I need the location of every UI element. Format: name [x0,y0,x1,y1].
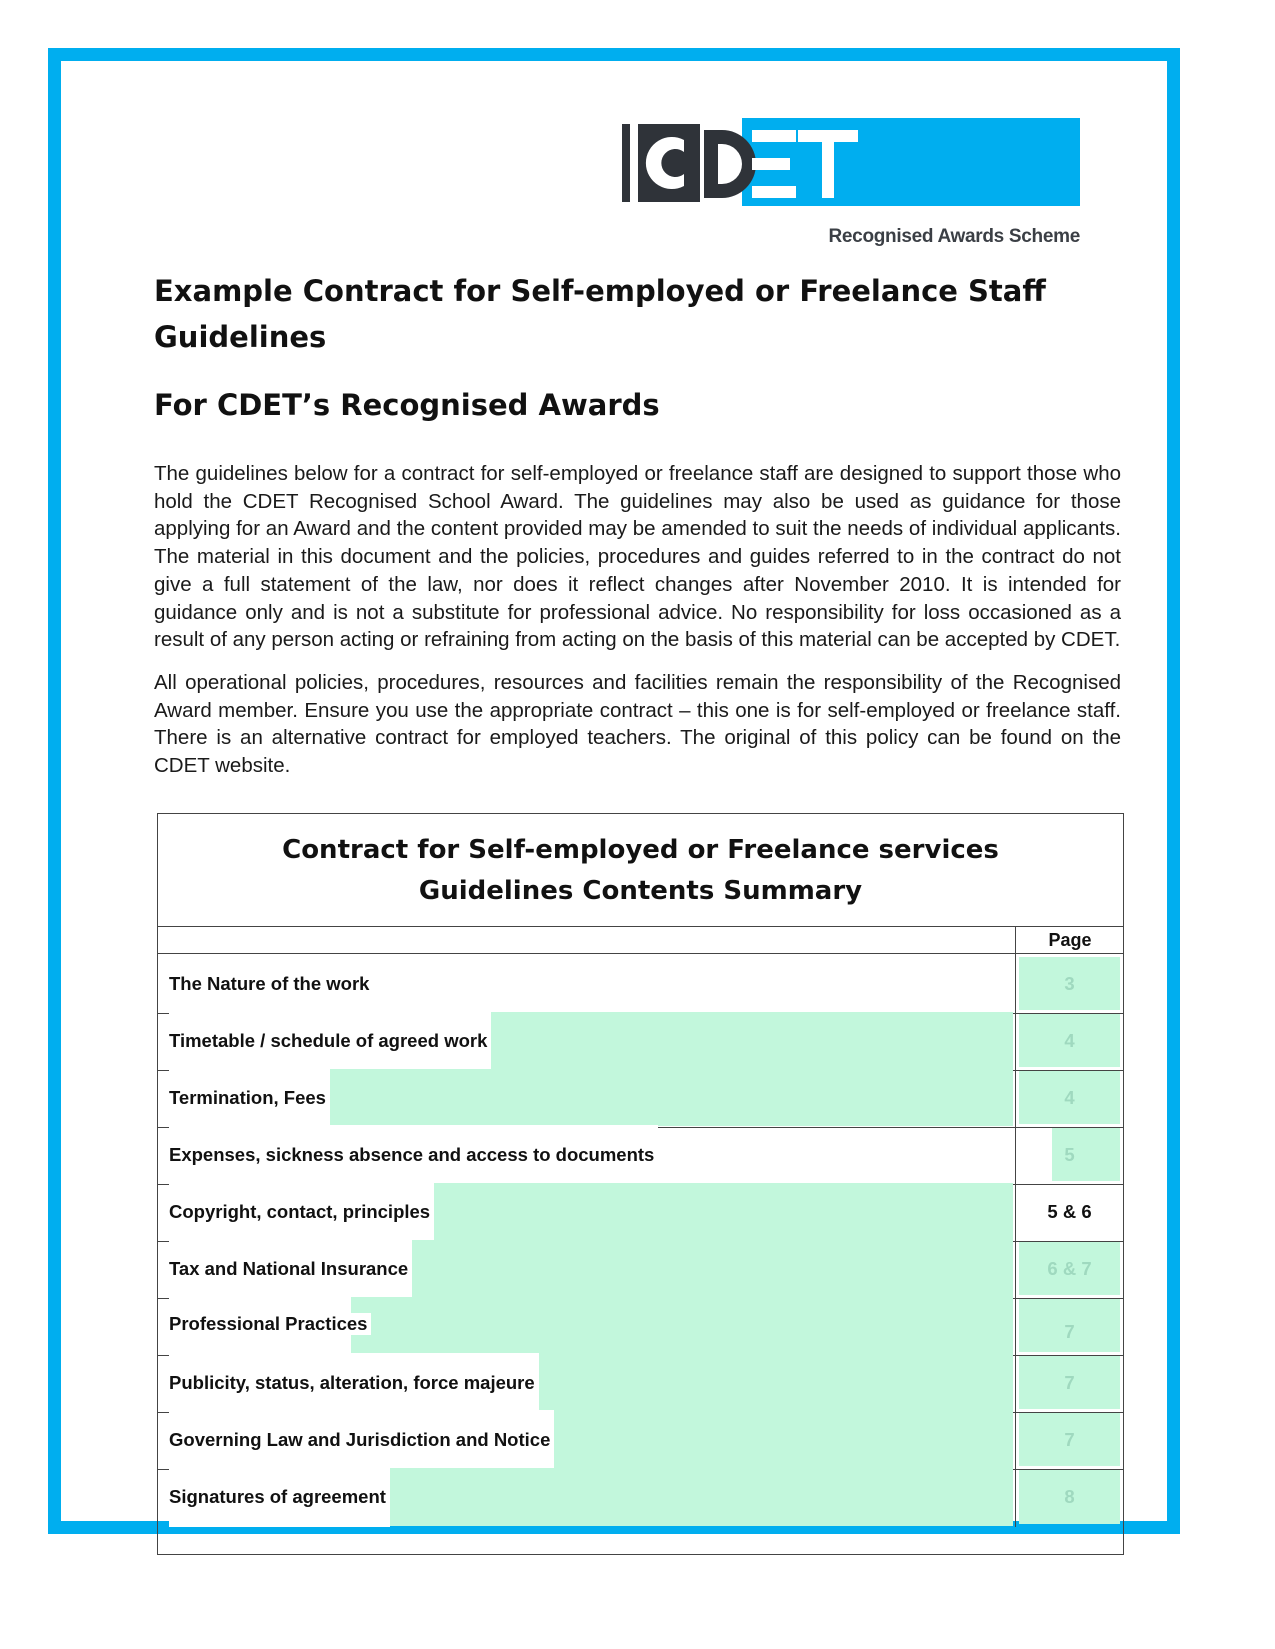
page-cell [1015,1410,1123,1469]
page-number: 5 & 6 [1047,1201,1092,1222]
contents-item: Signatures of agreement [169,1467,390,1527]
page-cell [1015,1296,1123,1355]
page-number: 7 [1064,1321,1075,1342]
contents-heading-line1: Contract for Self-employed or Freelance services [282,835,999,865]
table-row [158,1182,1123,1242]
page-cell [1015,954,1123,1013]
page-number: 4 [1064,1030,1075,1051]
page-number: 8 [1064,1486,1075,1507]
contents-item: Timetable / schedule of agreed work [169,1011,491,1071]
table-row [158,1125,1123,1185]
contents-table [157,813,1124,1555]
page-column-label: Page [1015,927,1124,953]
page-cell [1015,1011,1123,1070]
responsibility-paragraph: All operational policies, procedures, resources and facilities remain the responsibility of the Recognised Award member. Ensure you use the appropriate contract – this one is for self-employed or freelance staff. There is an alternative contract for employed teachers. The original of this policy can be found on the CDET website. [154,671,1121,778]
contents-item: Termination, Fees [169,1068,330,1128]
contents-item: Expenses, sickness absence and access to documents [169,1125,658,1185]
contents-item: Governing Law and Jurisdiction and Notice [169,1410,554,1470]
page-cell [1015,1182,1123,1241]
contents-item: The Nature of the work [169,954,373,1014]
cdet-logo-mark [622,118,1080,218]
table-row [158,954,1123,1014]
logo-caption: Recognised Awards Scheme [828,226,1080,247]
cdet-logo [622,118,1080,250]
page-cell [1015,1125,1123,1184]
page-cell [1015,1239,1123,1298]
table-row [158,1410,1123,1470]
page-cell [1015,1353,1123,1412]
page-cell [1015,1467,1123,1527]
page-cell [1015,1068,1123,1127]
table-row [158,1467,1123,1527]
page-number: 7 [1064,1429,1075,1450]
contents-item: Publicity, status, alteration, force majeure [169,1353,539,1413]
page-number: 5 [1064,1144,1075,1165]
table-row [158,1239,1123,1299]
table-row [158,1296,1123,1356]
contents-item: Professional Practices [169,1313,371,1335]
contents-heading-line2: Guidelines Contents Summary [418,876,863,906]
table-row [158,1011,1123,1071]
document-title: Example Contract for Self-employed or Freelance Staff Guidelines [154,274,1046,354]
page-column-header [158,927,1123,954]
page-number: 4 [1064,1087,1075,1108]
contents-heading [158,814,1123,927]
document-subtitle: For CDET’s Recognised Awards [154,388,660,422]
page-number: 7 [1064,1372,1075,1393]
contents-item: Copyright, contact, principles [169,1182,434,1242]
table-row [158,1068,1123,1128]
table-row [158,1353,1123,1413]
intro-paragraph: The guidelines below for a contract for self-employed or freelance staff are designed to support those who hold the CDET Recognised School Award. The guidelines may also be used as guidance for those applying for an Award and the content provided may be amended to suit the needs of individual applicants. The material in this document and the policies, procedures and guides referred to in the contract do not give a full statement of the law, nor does it reflect changes after November 2010. It is intended for guidance only and is not a substitute for professional advice. No responsibility for loss occasioned as a result of any person acting or refraining from acting on the basis of this material can be accepted by CDET. [154,462,1121,652]
contents-item: Tax and National Insurance [169,1239,412,1299]
page-number: 6 & 7 [1047,1258,1092,1279]
page-number: 3 [1064,973,1075,994]
